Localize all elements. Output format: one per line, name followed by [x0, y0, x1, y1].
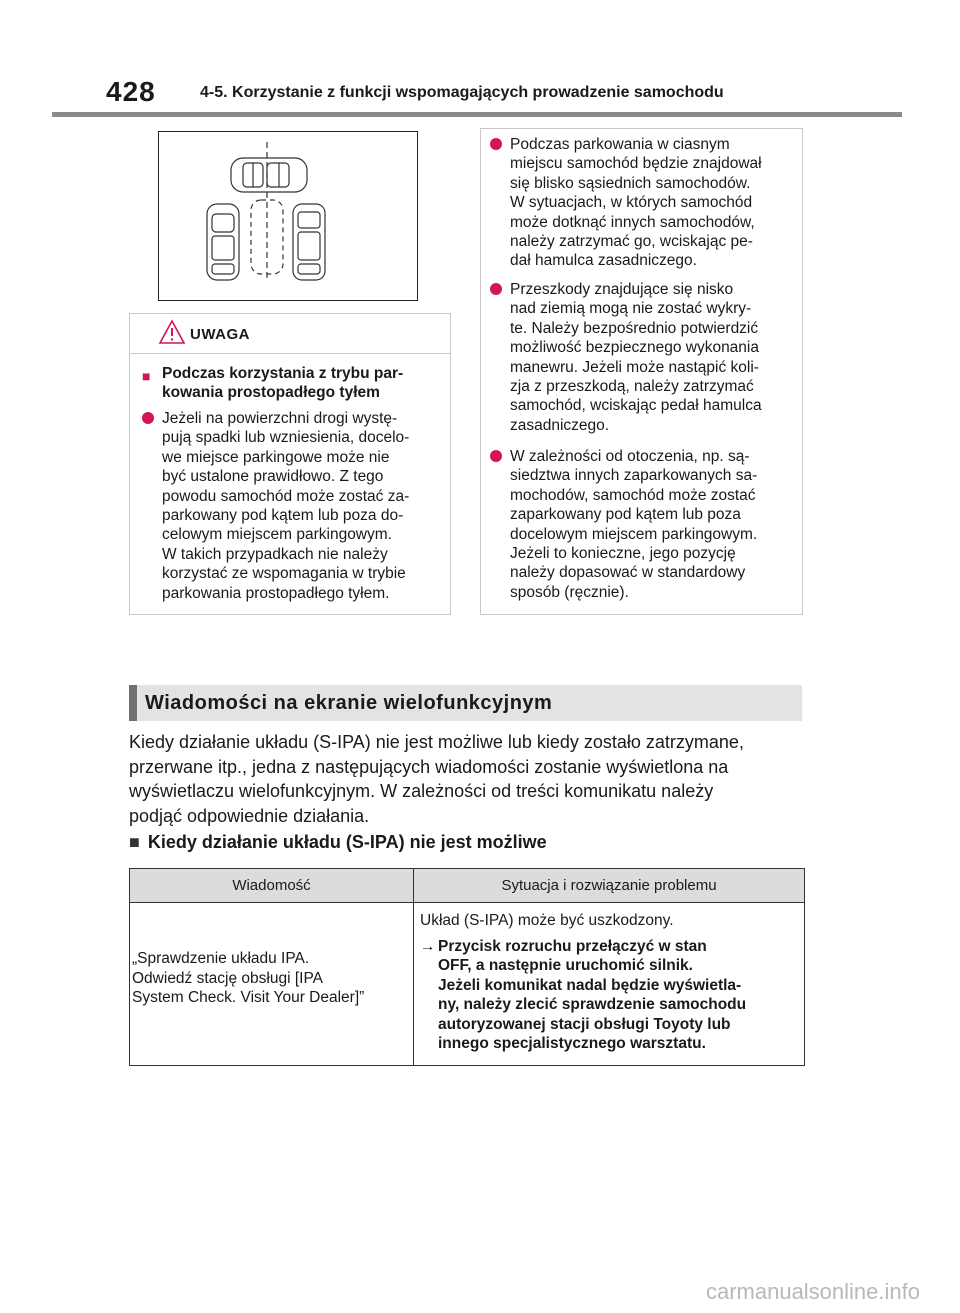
warning-heading-item: [142, 364, 447, 403]
caution-bullet-2: [490, 280, 800, 435]
situation-text: Układ (S-IPA) może być uszkodzony.: [420, 912, 674, 929]
caution-bullet-1-text: Podczas parkowania w ciasnym miejscu samochód będzie znajdował się blisko sąsiednich samochodów. W sytuacjach, w których samochód może dotknąć innych samochodów, należy zatrzymać go, wciskając pe- dał hamulca zasadniczego.: [510, 136, 762, 270]
parking-diagram: [159, 132, 417, 300]
chapter-title: 4-5. Korzystanie z funkcji wspomagających prowadzenie samochodu: [200, 84, 724, 101]
watermark: carmanualsonline.info: [705, 1279, 920, 1304]
square-bullet-icon: ■: [129, 832, 140, 852]
warning-title: UWAGA: [190, 326, 250, 343]
right-parked-car: [293, 204, 325, 280]
warning-bullet-text: Jeżeli na powierzchni drogi wystę- pują spadki lub wzniesienia, docelo- we miejsce parkingowe może nie być ustalone prawidłowo. Z tego powodu samochód może zostać za- parkowany pod kątem lub poza do- celowym miejscem parkingowym. W takich przypadkach nie należy korzystać ze wspomagania w trybie parkowania prostopadłego tyłem.: [162, 410, 410, 602]
table-header-message: Wiadomość: [130, 869, 413, 903]
table-header-situation: Sytuacja i rozwiązanie problemu: [414, 869, 804, 903]
section-paragraph: Kiedy działanie układu (S-IPA) nie jest możliwe lub kiedy zostało zatrzymane, przerwane itp., jedna z następujących wiadomości zostanie wyświetlona na wyświetlaczu wielofunkcyjnym. W zależności od treści komunikatu należy podjąć odpowiednie działania.: [129, 732, 744, 826]
subheading: [129, 832, 547, 853]
messages-table: [129, 868, 805, 1066]
left-parked-car: [207, 204, 239, 280]
section-title: Wiadomości na ekranie wielofunkcyjnym: [145, 692, 553, 714]
section-banner: [129, 685, 802, 721]
caution-box: [480, 128, 803, 615]
parking-illustration: [158, 131, 418, 301]
warning-bullet: [142, 409, 447, 603]
bullet-dot-icon: [490, 283, 502, 295]
caution-bullet-3: [490, 447, 800, 602]
header-rule: [52, 112, 902, 117]
warning-header: [130, 314, 450, 354]
banner-bar: [129, 685, 137, 721]
action-item: [420, 937, 800, 1054]
caution-bullet-2-text: Przeszkody znajdujące się nisko nad ziemią mogą nie zostać wykry- te. Należy bezpośrednio potwierdzić możliwość bezpiecznego wykonania manewru. Jeżeli może nastąpić koli- zja z przeszkodą, należy zatrzymać samochód, wciskając pedał hamulca zasadniczego.: [510, 281, 762, 434]
bullet-dot-icon: [490, 450, 502, 462]
arrow-right-icon: →: [420, 937, 436, 955]
table-cell-situation: [420, 911, 800, 1054]
caution-bullet-1: [490, 135, 800, 271]
subheading-text: Kiedy działanie układu (S-IPA) nie jest możliwe: [147, 832, 547, 852]
warning-box: [129, 313, 451, 615]
action-text: Przycisk rozruchu przełączyć w stan OFF, a następnie uruchomić silnik. Jeżeli komunikat nadal będzie wyświetla- ny, należy zlecić sprawdzenie samochodu autoryzowanej stacji obsługi Toyoty lub innego specjalistycznego warsztatu.: [438, 937, 747, 1052]
maneuvering-car: [231, 158, 307, 192]
caution-bullet-3-text: W zależności od otoczenia, np. są- siedztwa innych zaparkowanych sa- mochodów, samochód może zostać zaparkowany pod kątem lub poza docelowym miejscem parkingowym. Jeżeli to konieczne, jego pozycję należy dopasować w standardowy sposób (ręcznie).: [510, 448, 758, 601]
table-divider: [413, 869, 414, 1065]
warning-triangle-icon: [158, 319, 186, 345]
square-bullet-icon: ■: [142, 368, 151, 384]
page-number: 428: [106, 76, 156, 107]
bullet-dot-icon: [142, 412, 154, 424]
warning-heading: Podczas korzystania z trybu par- kowania prostopadłego tyłem: [162, 365, 404, 402]
table-cell-message: „Sprawdzenie układu IPA. Odwiedź stację obsługi [IPA System Check. Visit Your Dealer]”: [132, 950, 365, 1006]
bullet-dot-icon: [490, 138, 502, 150]
